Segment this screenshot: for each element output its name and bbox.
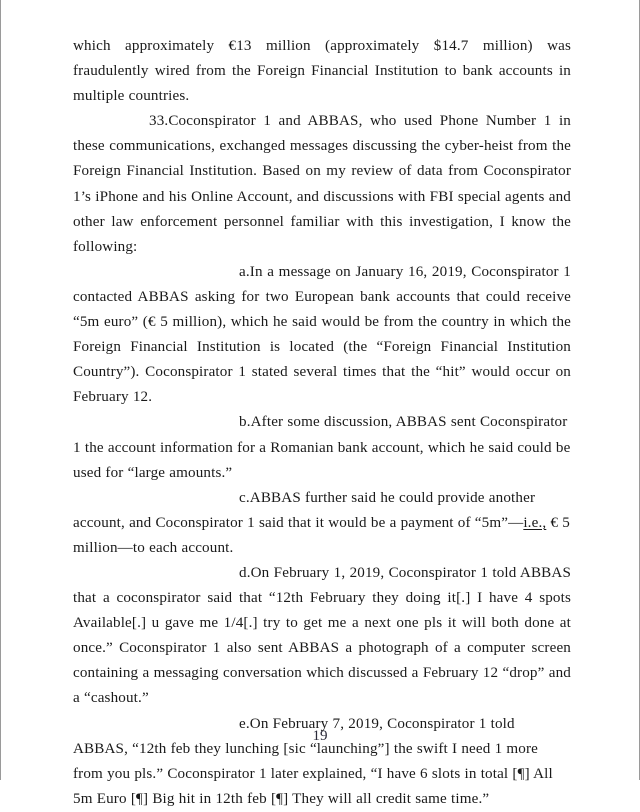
- page-body: [73, 34, 571, 812]
- list-item-e-text: On February 7, 2019, Coconspirator 1 told ABBAS, “12th feb they lunching [sic “launching”] the swift I need 1 more from you pls.” Coconspirator 1 later explained, “I have 6 slots in total [¶] All 5m Euro [¶] Big hit in 12th feb [¶] They will all credit same time.”: [73, 715, 553, 807]
- list-item-b-label: b.: [239, 414, 251, 431]
- paragraph-33-number: 33.: [149, 113, 169, 130]
- list-item-c-text-after-citation: € 5 million—to each account.: [73, 514, 570, 556]
- list-item-e-label: e.: [239, 715, 250, 732]
- paragraph-33-text: Coconspirator 1 and ABBAS, who used Phone Number 1 in these communications, exchanged messages discussing the cyber-heist from the Foreign Financial Institution. Based on my review of data from Coconspirator 1’s iPhone and his Online Account, and discussions with FBI special agents and other law enforcement personnel familiar with this investigation, I know the following:: [73, 113, 571, 255]
- list-item-c: [73, 486, 571, 561]
- list-item-c-label: c.: [239, 489, 250, 506]
- paragraph-carryover: which approximately €13 million (approximately $14.7 million) was fraudulently wired from the Foreign Financial Institution to bank accounts in multiple countries.: [73, 38, 571, 105]
- list-item-d-text: On February 1, 2019, Coconspirator 1 told ABBAS that a coconspirator said that “12th February they doing it[.] I have 4 spots Available[.] u gave me 1/4[.] try to get me a next one pls it will both done at once.” Coconspirator 1 also sent ABBAS a photograph of a computer screen containing a messaging conversation which discussed a February 12 “drop” and a “cashout.”: [73, 564, 571, 707]
- list-item-a-text: In a message on January 16, 2019, Coconspirator 1 contacted ABBAS asking for two European bank accounts that could receive “5m euro” (€ 5 million), which he said would be from the country in which the Foreign Financial Institution is located (the “Foreign Financial Institution Country”). Coconspirator 1 stated several times that the “hit” would occur on February 12.: [73, 263, 571, 406]
- list-item-b-text: After some discussion, ABBAS sent Coconspirator 1 the account information for a Romanian bank account, which he said could be used for “large amounts.”: [73, 414, 571, 481]
- list-item-d-label: d.: [239, 564, 251, 581]
- list-item-a: [73, 260, 571, 411]
- list-item-d: [73, 561, 571, 712]
- paragraph-33: [73, 109, 571, 260]
- list-item-b: [73, 410, 571, 485]
- list-item-c-citation-signal: i.e.,: [523, 514, 547, 531]
- list-item-a-label: a.: [239, 263, 250, 280]
- list-item-c-text-before-citation: ABBAS further said he could provide another account, and Coconspirator 1 said that it would be a payment of “5m”—: [73, 489, 536, 531]
- page-number: 19: [312, 728, 328, 744]
